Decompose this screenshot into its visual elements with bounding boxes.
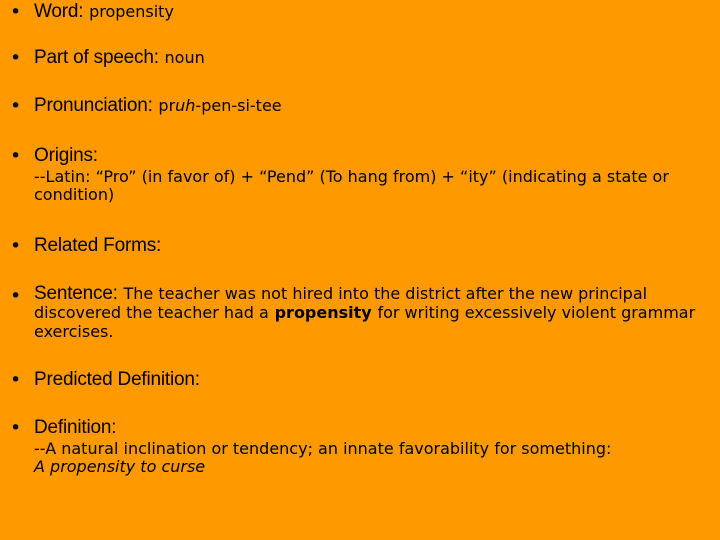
origins-entry: [10, 144, 706, 204]
word-label: Word:: [34, 1, 84, 22]
part-of-speech-value: noun: [164, 48, 205, 67]
bullet: •: [10, 285, 22, 307]
sentence-label: Sentence:: [34, 283, 118, 304]
pronunciation-value: [158, 96, 281, 115]
predicted-definition-label: Predicted Definition:: [34, 369, 200, 390]
definition-example: A propensity to curse: [34, 457, 206, 476]
pronunciation-suffix: -pen-si-tee: [195, 96, 282, 115]
bullet: •: [10, 417, 22, 439]
definition-detail: [34, 440, 706, 476]
pronunciation-stressed-syllable: uh: [175, 96, 196, 115]
word-value: propensity: [89, 2, 174, 21]
pronunciation-prefix: pr: [158, 96, 176, 115]
bullet: •: [10, 145, 22, 167]
sentence-text-before: The teacher was not hired into the district after the new principal discovered the teacher had a: [34, 284, 648, 322]
bullet: •: [10, 47, 22, 69]
bullet: •: [10, 369, 22, 391]
pronunciation-entry: [10, 94, 706, 118]
part-of-speech-entry: [10, 46, 706, 70]
definition-text: --A natural inclination or tendency; an innate favorability for something:: [34, 439, 612, 458]
bullet: •: [10, 1, 22, 23]
definition-entry: [10, 416, 706, 476]
part-of-speech-label: Part of speech:: [34, 47, 159, 68]
related-forms-label: Related Forms:: [34, 235, 162, 256]
pronunciation-label: Pronunciation:: [34, 95, 153, 116]
bullet: •: [10, 95, 22, 117]
related-forms-entry: [10, 234, 706, 258]
sentence-entry: [10, 284, 706, 341]
predicted-definition-entry: [10, 368, 706, 392]
sentence-text-after: for writing excessively violent grammar exercises.: [34, 303, 696, 341]
bullet: •: [10, 235, 22, 257]
sentence-highlight-word: propensity: [274, 303, 372, 322]
definition-label: Definition:: [34, 417, 117, 438]
origins-detail: --Latin: “Pro” (in favor of) + “Pend” (To hang from) + “ity” (indicating a state or condition): [34, 167, 669, 204]
word-entry: [10, 0, 706, 24]
origins-label: Origins:: [34, 145, 98, 166]
